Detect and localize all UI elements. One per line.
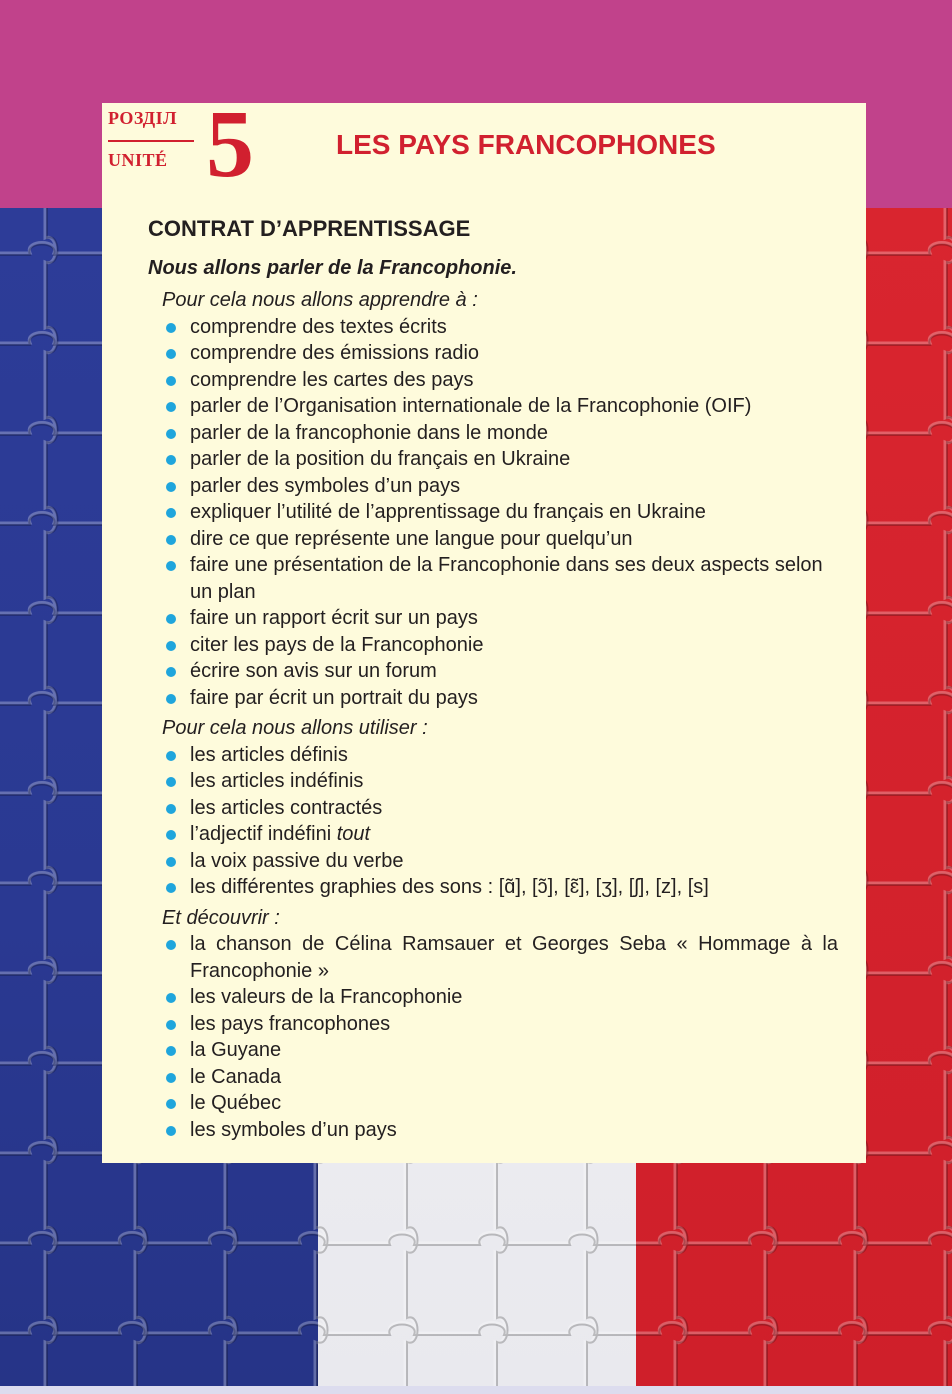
list-item <box>148 931 838 984</box>
list-item-emphasis: tout <box>336 823 371 845</box>
list-item <box>148 420 838 447</box>
list-item-text: l’adjectif indéfini <box>190 823 337 845</box>
bullet-dot-icon <box>166 751 176 761</box>
list-item-text: les articles contractés <box>190 796 383 819</box>
list-item-text: comprendre des textes écrits <box>190 315 447 338</box>
list-item <box>148 685 838 712</box>
bullet-dot-icon <box>166 857 176 867</box>
use-list <box>148 742 838 901</box>
list-item-text: la voix passive du verbe <box>190 849 404 872</box>
unit-number: 5 <box>206 90 254 197</box>
list-item-text: parler de la position du français en Ukraine <box>190 448 571 470</box>
list-item-text: les articles définis <box>190 743 348 766</box>
list-item-text: la chanson de Célina Ramsauer et Georges Seba « Hommage à la Francophonie » <box>190 933 838 982</box>
list-item <box>148 473 838 500</box>
list-item-text: citer les pays de la Francophonie <box>190 633 484 656</box>
bullet-dot-icon <box>166 1126 176 1136</box>
bullet-dot-icon <box>166 694 176 704</box>
list-item <box>148 1090 838 1117</box>
bullet-dot-icon <box>166 777 176 787</box>
bullet-dot-icon <box>166 883 176 893</box>
bullet-dot-icon <box>166 641 176 651</box>
bullet-dot-icon <box>166 535 176 545</box>
list-item <box>148 874 838 901</box>
bullet-dot-icon <box>166 561 176 571</box>
unit-label-french: UNITÉ <box>108 150 168 170</box>
list-item <box>148 1011 838 1038</box>
list-item-text: comprendre des émissions radio <box>190 342 480 364</box>
list-item-text: dire ce que représente une langue pour quelqu’un <box>190 527 633 550</box>
bullet-dot-icon <box>166 349 176 359</box>
bullet-dot-icon <box>166 455 176 465</box>
bullet-dot-icon <box>166 614 176 624</box>
list-item-text: parler des symboles d’un pays <box>190 474 461 497</box>
list-item <box>148 605 838 632</box>
bullet-dot-icon <box>166 429 176 439</box>
bottom-strip <box>0 1386 952 1394</box>
list-item-text: le Canada <box>190 1065 282 1088</box>
bullet-dot-icon <box>166 402 176 412</box>
contract-title: CONTRAT D’APPRENTISSAGE <box>148 216 471 241</box>
list-item-text: faire une présentation de la Francophonie dans ses deux aspects selon un plan <box>190 554 823 603</box>
bullet-dot-icon <box>166 830 176 840</box>
list-item-text: écrire son avis sur un forum <box>190 660 437 682</box>
discover-list <box>148 931 838 1143</box>
contract-intro: Nous allons parler de la Francophonie. <box>148 257 517 279</box>
list-item-text: le Québec <box>190 1092 282 1114</box>
list-item-text: les valeurs de la Francophonie <box>190 986 463 1008</box>
unit-title: LES PAYS FRANCOPHONES <box>336 129 716 160</box>
list-item <box>148 340 838 367</box>
list-item <box>148 768 838 795</box>
list-item-text: parler de l’Organisation internationale de la Francophonie (OIF) <box>190 395 752 417</box>
bullet-dot-icon <box>166 993 176 1003</box>
bullet-dot-icon <box>166 1099 176 1109</box>
list-item <box>148 1037 838 1064</box>
section-learn-lead: Pour cela nous allons apprendre à : <box>162 289 478 311</box>
list-item <box>148 848 838 875</box>
list-item <box>148 658 838 685</box>
list-item <box>148 499 838 526</box>
unit-label-divider <box>108 140 194 142</box>
section-use-lead: Pour cela nous allons utiliser : <box>162 717 428 739</box>
bullet-dot-icon <box>166 1020 176 1030</box>
list-item-text: la Guyane <box>190 1039 282 1061</box>
bullet-dot-icon <box>166 323 176 333</box>
list-item <box>148 367 838 394</box>
bullet-dot-icon <box>166 804 176 814</box>
list-item-text: les différentes graphies des sons : [ɑ̃], [ɔ̃], [ɛ̃], [ʒ], [ʃ], [z], [s] <box>190 876 709 898</box>
unit-label-block <box>108 108 204 184</box>
list-item-text: parler de la francophonie dans le monde <box>190 421 549 444</box>
list-item-text: les pays francophones <box>190 1012 391 1035</box>
list-item <box>148 821 838 848</box>
bullet-dot-icon <box>166 1073 176 1083</box>
list-item <box>148 314 838 341</box>
bullet-dot-icon <box>166 940 176 950</box>
learn-list <box>148 314 838 712</box>
list-item-text: les symboles d’un pays <box>190 1118 397 1141</box>
list-item-text: faire par écrit un portrait du pays <box>190 686 478 709</box>
bullet-dot-icon <box>166 508 176 518</box>
bullet-dot-icon <box>166 376 176 386</box>
list-item <box>148 526 838 553</box>
list-item <box>148 984 838 1011</box>
list-item-text: faire un rapport écrit sur un pays <box>190 607 478 629</box>
list-item <box>148 1064 838 1091</box>
list-item <box>148 795 838 822</box>
list-item <box>148 742 838 769</box>
list-item <box>148 393 838 420</box>
unit-label-ukrainian: РОЗДІЛ <box>108 108 178 128</box>
list-item <box>148 552 838 605</box>
bullet-dot-icon <box>166 1046 176 1056</box>
list-item-text: expliquer l’utilité de l’apprentissage du français en Ukraine <box>190 501 706 523</box>
list-item-text: comprendre les cartes des pays <box>190 368 474 391</box>
section-discover-lead: Et découvrir : <box>162 906 280 929</box>
list-item <box>148 1117 838 1144</box>
bullet-dot-icon <box>166 482 176 492</box>
bullet-dot-icon <box>166 667 176 677</box>
contract-content <box>148 287 838 1143</box>
list-item-text: les articles indéfinis <box>190 770 364 792</box>
list-item <box>148 632 838 659</box>
list-item <box>148 446 838 473</box>
